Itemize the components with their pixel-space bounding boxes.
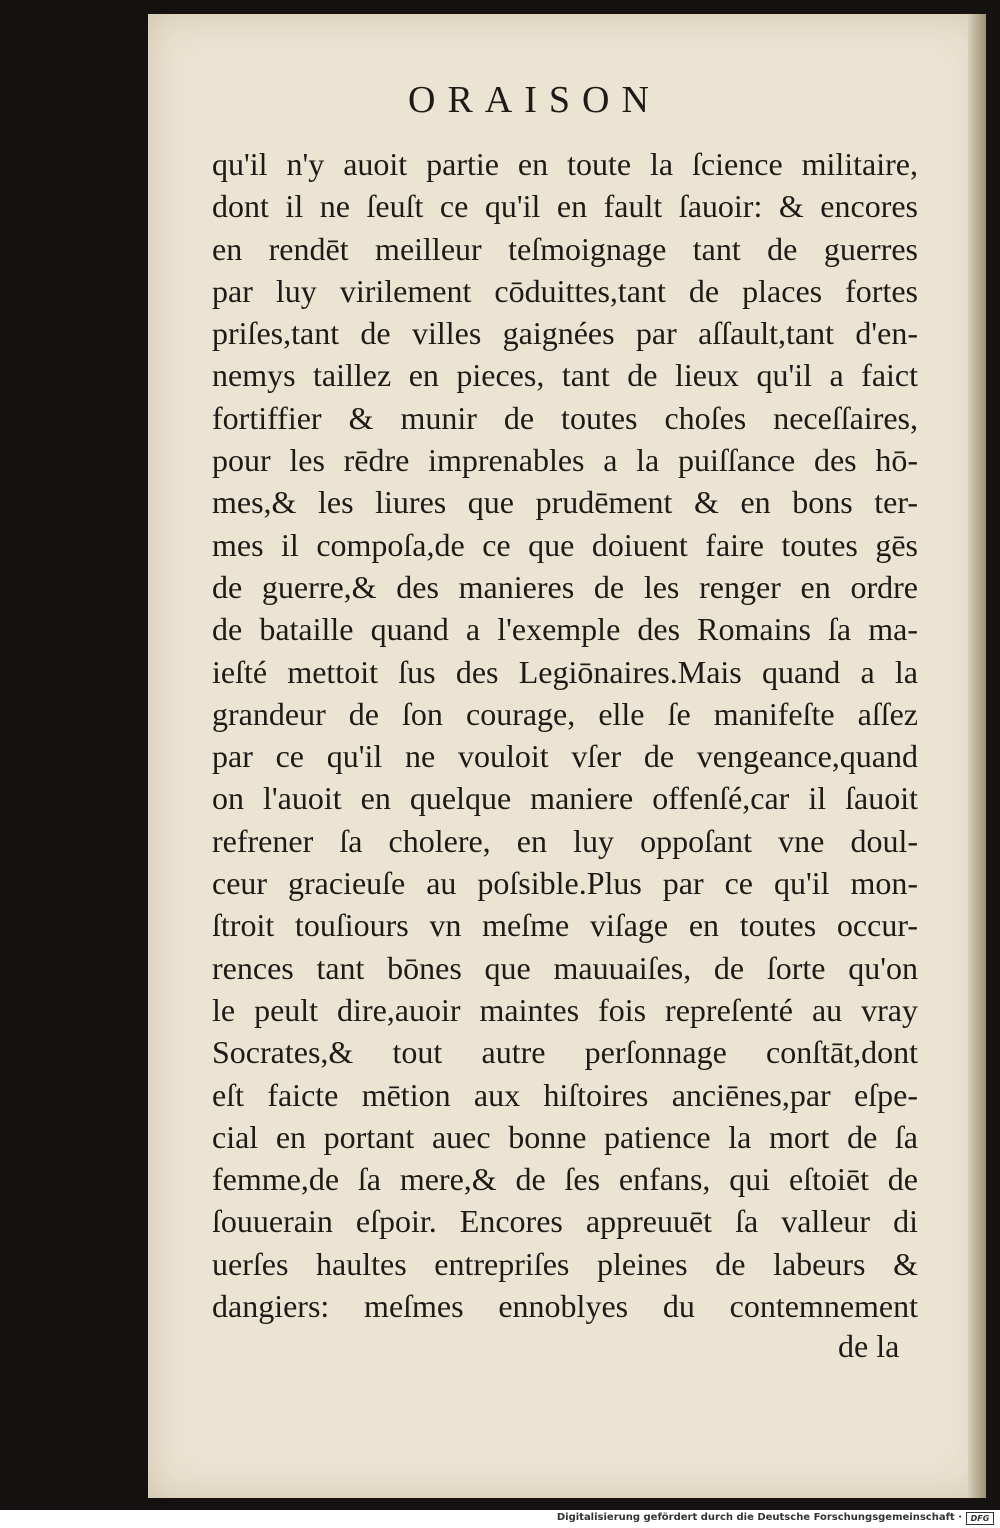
text-line: de bataille quand a l'exemple des Romains ſa ma- (212, 611, 918, 648)
text-line: par ce qu'il ne vouloit vſer de vengeance,quand (212, 738, 918, 775)
text-line: pour les rēdre imprenables a la puiſſance des hō- (212, 442, 918, 479)
text-line: ſouuerain eſpoir. Encores appreuuēt ſa valleur di (212, 1203, 918, 1240)
text-line: le peult dire,auoir maintes fois repreſenté au vray (212, 991, 918, 1028)
text-line: fortiffier & munir de toutes choſes neceſſaires, (212, 399, 918, 436)
running-head: ORAISON (408, 79, 661, 121)
text-line: femme,de ſa mere,& de ſes enfans, qui eſtoiēt de (212, 1161, 918, 1198)
text-line: qu'il n'y auoit partie en toute la ſcience militaire, (212, 146, 918, 182)
body-text (212, 143, 918, 1327)
text-line: priſes,tant de villes gaignées par aſſault,tant d'en- (212, 315, 918, 352)
footer-bar (0, 1510, 1000, 1528)
text-line: eſt faicte mētion aux hiſtoires anciēnes,par eſpe- (212, 1076, 918, 1113)
page-edge (968, 14, 986, 1498)
text-line: on l'auoit en quelque maniere offenſé,car il ſauoit (212, 780, 918, 817)
text-line: cial en portant auec bonne patience la mort de ſa (212, 1118, 918, 1155)
text-line: par luy virilement cōduittes,tant de places fortes (212, 272, 918, 309)
catchword: de la (838, 1328, 900, 1364)
text-line: mes,& les liures que prudēment & en bons ter- (212, 484, 918, 521)
text-line: dangiers: meſmes ennoblyes du contemnement (212, 1288, 918, 1325)
text-line: refrener ſa cholere, en luy oppoſant vne doul- (212, 822, 918, 859)
dfg-logo: DFG (966, 1512, 994, 1525)
text-line: grandeur de ſon courage, elle ſe manifeſte aſſez (212, 695, 918, 732)
text-line: en rendēt meilleur teſmoignage tant de guerres (212, 230, 918, 267)
text-line: uerſes haultes entrepriſes pleines de labeurs & (212, 1245, 918, 1282)
text-line: mes il compoſa,de ce que doiuent faire toutes gēs (212, 526, 918, 563)
text-line: ieſté mettoit ſus des Legiōnaires.Mais quand a la (212, 653, 918, 690)
text-line: ſtroit touſiours vn meſme viſage en toutes occur- (212, 907, 918, 944)
text-line: nemys taillez en pieces, tant de lieux qu'il a faict (212, 357, 918, 394)
text-line: rences tant bōnes que mauuaiſes, de ſorte qu'on (212, 949, 918, 986)
funding-credit: Digitalisierung gefördert durch die Deutsche Forschungsgemeinschaft · (556, 1512, 962, 1523)
text-line: Socrates,& tout autre perſonnage conſtāt,dont (212, 1034, 918, 1071)
text-line: dont il ne ſeuſt ce qu'il en fault ſauoir: & encores (212, 188, 918, 225)
text-line: ceur gracieuſe au poſsible.Plus par ce qu'il mon- (212, 865, 918, 902)
text-line: de guerre,& des manieres de les renger en ordre (212, 568, 918, 605)
